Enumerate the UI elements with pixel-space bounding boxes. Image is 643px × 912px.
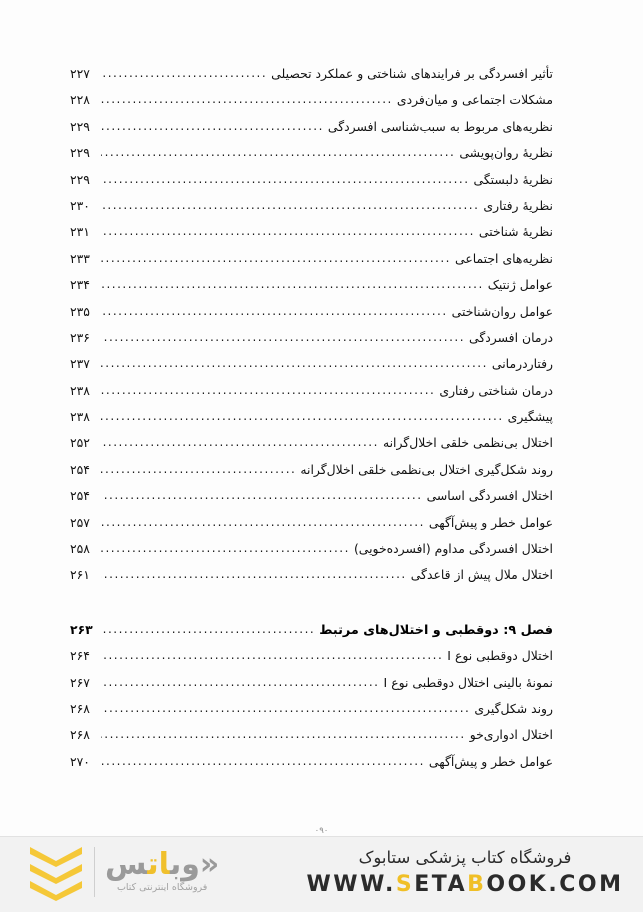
toc-entry-page-number: ۲۳۸ (70, 382, 90, 398)
toc-entry-row[interactable] (70, 172, 553, 198)
toc-entry-page-number: ۲۲۹ (70, 145, 90, 161)
brand-website-url[interactable] (305, 872, 625, 897)
toc-entry-title: عوامل خطر و پیش‌آگهی (428, 753, 553, 769)
toc-dot-leader (101, 462, 296, 474)
toc-dot-leader (101, 172, 470, 184)
url-letters-eta: ETA (414, 872, 468, 898)
toc-entry-page-number: ۲۶۱ (70, 567, 90, 583)
toc-entry-row[interactable] (70, 356, 553, 382)
toc-entry-title: عوامل خطر و پیش‌آگهی (428, 514, 553, 530)
toc-entry-page-number: ۲۵۷ (70, 514, 90, 530)
toc-entry-title: نظریه‌های اجتماعی (455, 250, 553, 266)
toc-entry-row[interactable] (70, 675, 553, 701)
toc-entry-title: اختلال افسردگی مداوم (افسرده‌خویی) (353, 541, 553, 557)
toc-dot-leader (101, 277, 484, 289)
toc-entry-title: نظریۀ رفتاری (483, 197, 553, 213)
toc-entry-title: اختلال ادواری‌خو (469, 727, 553, 743)
toc-entry-page-number: ۲۵۴ (70, 488, 90, 504)
toc-entry-row[interactable] (70, 330, 553, 356)
toc-entry-title: مشکلات اجتماعی و میان‌فردی (396, 92, 553, 108)
toc-entry-page-number: ۲۵۴ (70, 461, 90, 477)
toc-entry-title: نظریه‌های مربوط به سبب‌شناسی افسردگی (327, 118, 553, 134)
toc-dot-leader (101, 488, 423, 500)
toc-entry-row[interactable] (70, 198, 553, 224)
toc-entry-row[interactable] (70, 462, 553, 488)
url-letter-s: S (395, 872, 415, 898)
toc-entry-page-number: ۲۳۴ (70, 277, 90, 293)
toc-dot-leader (101, 701, 470, 713)
toc-entry-row[interactable] (70, 515, 553, 541)
chevron-logo-icon (28, 843, 84, 901)
toc-entry-title: پیشگیری (507, 409, 553, 425)
toc-dot-leader (101, 648, 443, 660)
brand-title-fa: فروشگاه کتاب پزشکی ستابوک (358, 848, 572, 867)
toc-entry-page-number: ۲۲۷ (70, 66, 90, 81)
toc-entry-page-number: ۲۲۹ (70, 171, 90, 187)
toc-entry-page-number: ۲۳۸ (70, 409, 90, 425)
toc-entry-title: نظریۀ روان‌پویشی (459, 145, 553, 161)
toc-entry-title: نظریۀ شناختی (478, 224, 553, 240)
toc-dot-leader (101, 409, 504, 421)
toc-entry-page-number: ۲۳۶ (70, 329, 90, 345)
url-letter-b: B (467, 872, 487, 898)
toc-dot-leader (101, 356, 488, 368)
logo-wordmark-gold: ات (147, 847, 170, 883)
toc-entry-row[interactable] (70, 383, 553, 409)
toc-entry-page-number: ۲۳۵ (70, 303, 90, 319)
toc-entry-title: تأثیر افسردگی بر فرایندهای شناختی و عملکرد تحصیلی (271, 66, 553, 81)
toc-entry-title: نمونۀ بالینی اختلال دوقطبی نوع I (383, 674, 553, 690)
toc-dot-leader (101, 224, 475, 236)
toc-dot-leader (101, 675, 379, 687)
logo-tagline: فروشگاه اینترنتی کتاب (116, 881, 208, 893)
toc-entry-row[interactable] (70, 304, 553, 330)
logo-wordmark-text (105, 849, 219, 881)
toc-entry-title: درمان افسردگی (469, 329, 553, 345)
toc-entry-row[interactable] (70, 754, 553, 780)
toc-entry-page-number: ۲۶۳ (70, 621, 93, 637)
toc-entry-page-number: ۲۳۱ (70, 224, 90, 240)
toc-entry-page-number: ۲۳۳ (70, 250, 90, 266)
toc-entry-page-number: ۲۳۷ (70, 356, 90, 372)
toc-entry-page-number: ۲۶۸ (70, 727, 90, 743)
toc-entry-row[interactable] (70, 727, 553, 753)
toc-entry-page-number: ۲۲۸ (70, 92, 90, 108)
toc-entry-row[interactable] (70, 66, 553, 92)
toc-dot-leader (101, 727, 466, 739)
url-prefix: WWW. (306, 872, 396, 898)
toc-entry-title: درمان شناختی رفتاری (439, 382, 553, 398)
setabook-footer-banner (0, 836, 643, 912)
toc-entry-row[interactable] (70, 648, 553, 674)
toc-entry-row[interactable] (70, 251, 553, 277)
toc-entry-row[interactable] (70, 224, 553, 250)
toc-entry-title: رفتاردرمانی (491, 356, 553, 372)
toc-dot-leader (101, 145, 455, 157)
logo-wordmark-group (105, 849, 219, 895)
logo-wordmark-grey-b: س (105, 847, 148, 883)
toc-dot-leader (101, 515, 425, 527)
toc-entry-page-number: ۲۶۸ (70, 700, 90, 716)
brand-block (305, 847, 625, 897)
toc-entry-page-number: ۲۷۰ (70, 753, 90, 769)
toc-entry-title: فصل ۹: دوقطبی و اختلال‌های مرتبط (319, 622, 553, 638)
toc-entry-page-number: ۲۶۷ (70, 674, 90, 690)
toc-entry-row[interactable] (70, 701, 553, 727)
toc-entry-row[interactable] (70, 119, 553, 145)
toc-entry-row[interactable] (70, 567, 553, 593)
table-of-contents-list (70, 66, 553, 780)
toc-entry-title: روند شکل‌گیری اختلال بی‌نظمی خلقی اخلال‌گرانه (300, 461, 553, 477)
toc-dot-leader (101, 383, 435, 395)
toc-entry-title: روند شکل‌گیری (474, 700, 553, 716)
toc-entry-row[interactable] (70, 92, 553, 118)
toc-dot-leader (101, 435, 379, 447)
page-folio-number: ۰۹۰ (314, 826, 329, 836)
toc-dot-leader (101, 251, 451, 263)
toc-dot-leader (101, 119, 324, 131)
logo-divider (94, 847, 95, 897)
toc-entry-title: عوامل روان‌شناختی (451, 303, 553, 319)
toc-chapter-row[interactable] (70, 622, 553, 648)
toc-entry-title: اختلال ملال پیش از قاعدگی (410, 567, 553, 583)
toc-dot-leader (101, 541, 350, 553)
toc-entry-page-number: ۲۳۰ (70, 197, 90, 213)
toc-dot-leader (101, 304, 448, 316)
toc-entry-row[interactable] (70, 409, 553, 435)
toc-entry-row[interactable] (70, 277, 553, 303)
toc-entry-row[interactable] (70, 145, 553, 171)
toc-dot-leader (101, 198, 479, 210)
toc-entry-page-number: ۲۵۲ (70, 435, 90, 451)
toc-spacer (70, 594, 553, 622)
toc-dot-leader (101, 567, 407, 579)
toc-entry-title: نظریۀ دلبستگی (473, 171, 553, 187)
toc-dot-leader (101, 754, 425, 766)
logo-wordmark-left: « (199, 847, 220, 883)
logo-wordmark-grey-a: وب (169, 847, 200, 883)
toc-entry-page-number: ۲۲۹ (70, 118, 90, 134)
toc-dot-leader (101, 92, 393, 104)
setabook-logo[interactable] (28, 843, 219, 901)
toc-dot-leader (101, 66, 267, 78)
toc-entry-row[interactable] (70, 435, 553, 461)
url-suffix: OOK.COM (486, 872, 624, 898)
toc-dot-leader (101, 330, 465, 342)
toc-entry-page-number: ۲۶۴ (70, 648, 90, 664)
toc-entry-page-number: ۲۵۸ (70, 541, 90, 557)
toc-entry-title: عوامل ژنتیک (487, 277, 553, 293)
toc-entry-title: اختلال افسردگی اساسی (426, 488, 553, 504)
toc-entry-row[interactable] (70, 541, 553, 567)
toc-dot-leader (101, 622, 315, 634)
toc-entry-row[interactable] (70, 488, 553, 514)
toc-entry-title: اختلال دوقطبی نوع I (447, 648, 553, 664)
toc-entry-title: اختلال بی‌نظمی خلقی اخلال‌گرانه (382, 435, 553, 451)
